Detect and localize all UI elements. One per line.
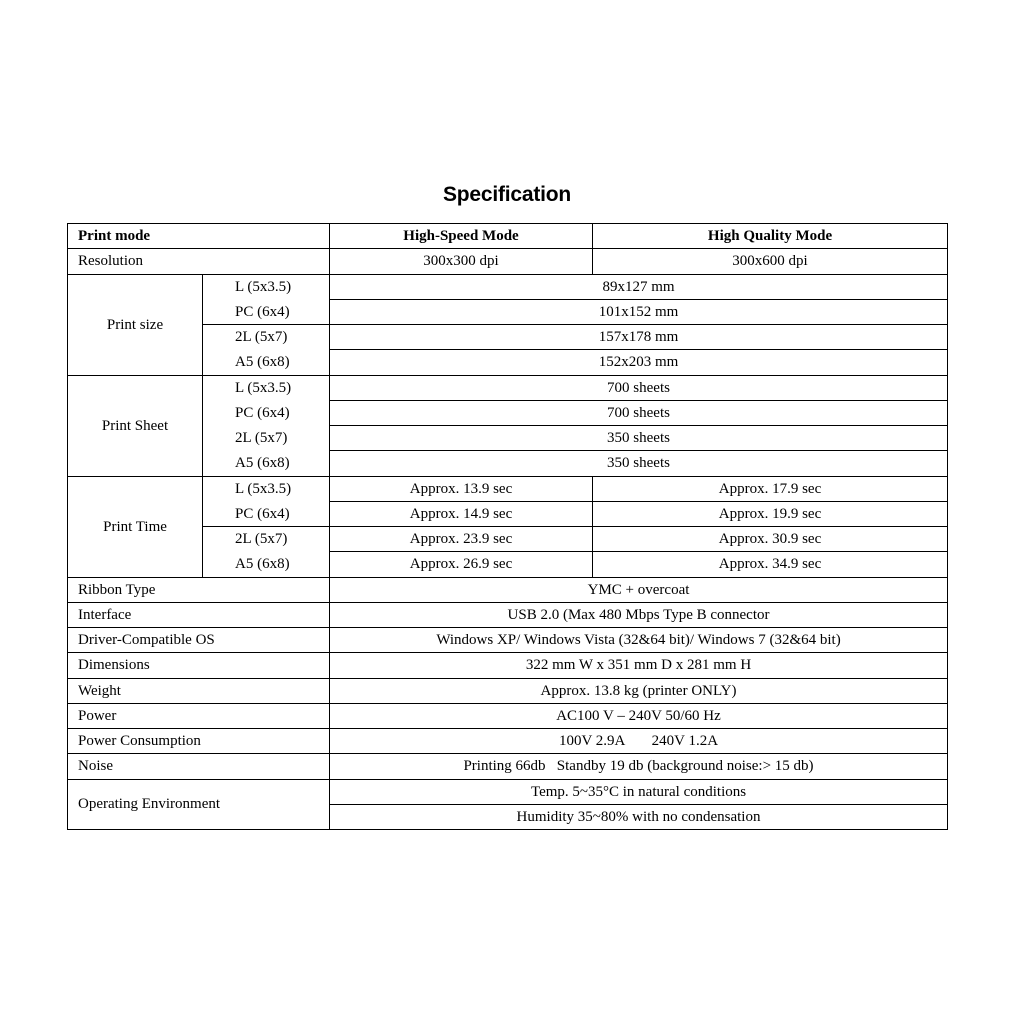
spec-row-power [68, 703, 948, 728]
print-size-size: A5 (6x8) [203, 350, 330, 375]
spec-value: USB 2.0 (Max 480 Mbps Type B connector [330, 602, 948, 627]
print-time-size: A5 (6x8) [203, 552, 330, 577]
spec-value: Printing 66db Standby 19 db (background noise:> 15 db) [330, 754, 948, 779]
print-time-high-quality: Approx. 19.9 sec [593, 501, 948, 526]
spec-label: Weight [68, 678, 330, 703]
print-time-high-quality: Approx. 34.9 sec [593, 552, 948, 577]
print-size-size: 2L (5x7) [203, 325, 330, 350]
print-sheet-value: 350 sheets [330, 426, 948, 451]
resolution-row [68, 249, 948, 274]
spec-label: Power Consumption [68, 729, 330, 754]
operating-environment-label: Operating Environment [68, 779, 330, 830]
spec-row-dimensions [68, 653, 948, 678]
print-time-high-speed: Approx. 23.9 sec [330, 527, 593, 552]
specification-table [67, 223, 948, 830]
print-time-high-quality: Approx. 17.9 sec [593, 476, 948, 501]
print-sheet-value: 700 sheets [330, 375, 948, 400]
spec-value: YMC + overcoat [330, 577, 948, 602]
print-size-value: 157x178 mm [330, 325, 948, 350]
print-time-row [68, 476, 948, 501]
header-row [68, 224, 948, 249]
header-high-speed-mode: High-Speed Mode [330, 224, 593, 249]
spec-label: Power [68, 703, 330, 728]
print-time-high-speed: Approx. 14.9 sec [330, 501, 593, 526]
print-sheet-size: A5 (6x8) [203, 451, 330, 476]
header-print-mode: Print mode [68, 224, 330, 249]
print-sheet-value: 700 sheets [330, 400, 948, 425]
spec-value: 322 mm W x 351 mm D x 281 mm H [330, 653, 948, 678]
operating-environment-temp: Temp. 5~35°C in natural conditions [330, 779, 948, 804]
print-sheet-size: 2L (5x7) [203, 426, 330, 451]
print-sheet-size: L (5x3.5) [203, 375, 330, 400]
spec-value: Approx. 13.8 kg (printer ONLY) [330, 678, 948, 703]
resolution-high-quality: 300x600 dpi [593, 249, 948, 274]
print-size-value: 89x127 mm [330, 274, 948, 299]
spec-label: Interface [68, 602, 330, 627]
spec-label: Driver-Compatible OS [68, 628, 330, 653]
print-sheet-row [68, 375, 948, 400]
spec-row-noise [68, 754, 948, 779]
print-sheet-label: Print Sheet [68, 375, 203, 476]
operating-environment-row [68, 779, 948, 804]
spec-row-ribbon-type [68, 577, 948, 602]
print-size-value: 101x152 mm [330, 299, 948, 324]
page-title: Specification [442, 183, 572, 206]
spec-row-power-consumption [68, 729, 948, 754]
header-high-quality-mode: High Quality Mode [593, 224, 948, 249]
spec-label: Dimensions [68, 653, 330, 678]
print-size-size: L (5x3.5) [203, 274, 330, 299]
spec-value: 100V 2.9A 240V 1.2A [330, 729, 948, 754]
print-size-row [68, 274, 948, 299]
spec-label: Noise [68, 754, 330, 779]
print-sheet-size: PC (6x4) [203, 400, 330, 425]
print-time-size: PC (6x4) [203, 501, 330, 526]
spec-label: Ribbon Type [68, 577, 330, 602]
print-time-high-speed: Approx. 13.9 sec [330, 476, 593, 501]
print-sheet-value: 350 sheets [330, 451, 948, 476]
resolution-high-speed: 300x300 dpi [330, 249, 593, 274]
spec-row-interface [68, 602, 948, 627]
print-time-label: Print Time [68, 476, 203, 577]
spec-row-driver-os [68, 628, 948, 653]
operating-environment-humidity: Humidity 35~80% with no condensation [330, 804, 948, 829]
print-time-size: L (5x3.5) [203, 476, 330, 501]
spec-value: Windows XP/ Windows Vista (32&64 bit)/ Windows 7 (32&64 bit) [330, 628, 948, 653]
resolution-label: Resolution [68, 249, 330, 274]
print-size-size: PC (6x4) [203, 299, 330, 324]
print-size-value: 152x203 mm [330, 350, 948, 375]
print-time-high-speed: Approx. 26.9 sec [330, 552, 593, 577]
print-time-high-quality: Approx. 30.9 sec [593, 527, 948, 552]
spec-row-weight [68, 678, 948, 703]
spec-value: AC100 V – 240V 50/60 Hz [330, 703, 948, 728]
print-size-label: Print size [68, 274, 203, 375]
print-time-size: 2L (5x7) [203, 527, 330, 552]
